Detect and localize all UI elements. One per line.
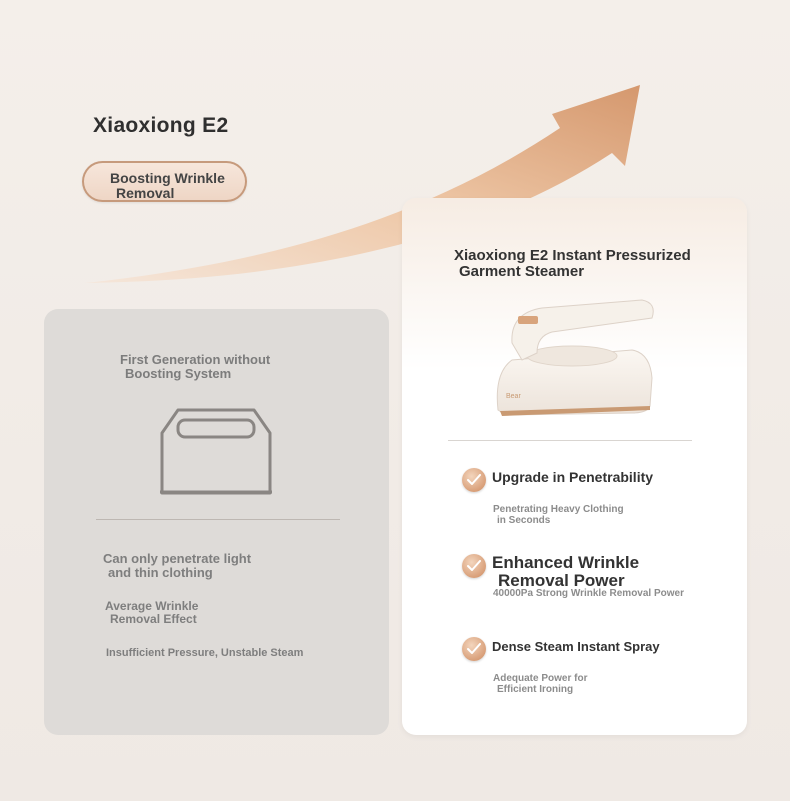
desc-line-2: in Seconds [497, 515, 551, 526]
list-item [105, 600, 198, 626]
garment-steamer-icon [492, 298, 662, 418]
title-line-2: Garment Steamer [459, 263, 585, 280]
first-generation-card [44, 309, 389, 735]
desc-line-2: Efficient Ironing [497, 684, 574, 695]
list-item [106, 647, 303, 659]
check-icon [462, 554, 486, 578]
list-item [103, 552, 251, 580]
desc-line-1: Penetrating Heavy Clothing [493, 504, 624, 515]
check-icon [462, 468, 486, 492]
check-icon [462, 637, 486, 661]
desc-line-1: Adequate Power for [493, 673, 588, 684]
item-line-1: Average Wrinkle [105, 599, 199, 613]
feature-description [493, 673, 587, 695]
badge-line-2: Removal [116, 185, 175, 201]
water-tank-icon [160, 407, 272, 495]
title-line-1: Enhanced Wrinkle [492, 553, 640, 572]
xiaoxiong-e2-card [402, 198, 747, 735]
brand-title: Xiaoxiong E2 [93, 114, 229, 137]
item-line-1: Insufficient Pressure, Unstable Steam [106, 647, 304, 659]
item-line-1: Can only penetrate light [103, 551, 252, 566]
divider [448, 440, 692, 441]
title-line-2: Removal Power [498, 571, 625, 590]
feature-title: Dense Steam Instant Spray [492, 639, 660, 654]
feature-description [493, 504, 624, 526]
desc-line-1: 40000Pa Strong Wrinkle Removal Power [493, 588, 685, 599]
item-line-2: and thin clothing [108, 565, 213, 580]
first-generation-heading [120, 353, 270, 381]
svg-text:Bear: Bear [506, 393, 521, 400]
boosting-badge [82, 161, 247, 202]
badge-line-1: Boosting Wrinkle [110, 170, 225, 186]
heading-line-1: First Generation without [120, 352, 271, 367]
heading-line-2: Boosting System [125, 366, 232, 381]
feature-title: Upgrade in Penetrability [492, 469, 654, 485]
divider [96, 519, 340, 520]
title-line-1: Xiaoxiong E2 Instant Pressurized [454, 247, 691, 264]
product-title [454, 248, 691, 280]
item-line-2: Removal Effect [110, 612, 197, 626]
feature-title [492, 554, 639, 590]
feature-description [493, 588, 684, 599]
